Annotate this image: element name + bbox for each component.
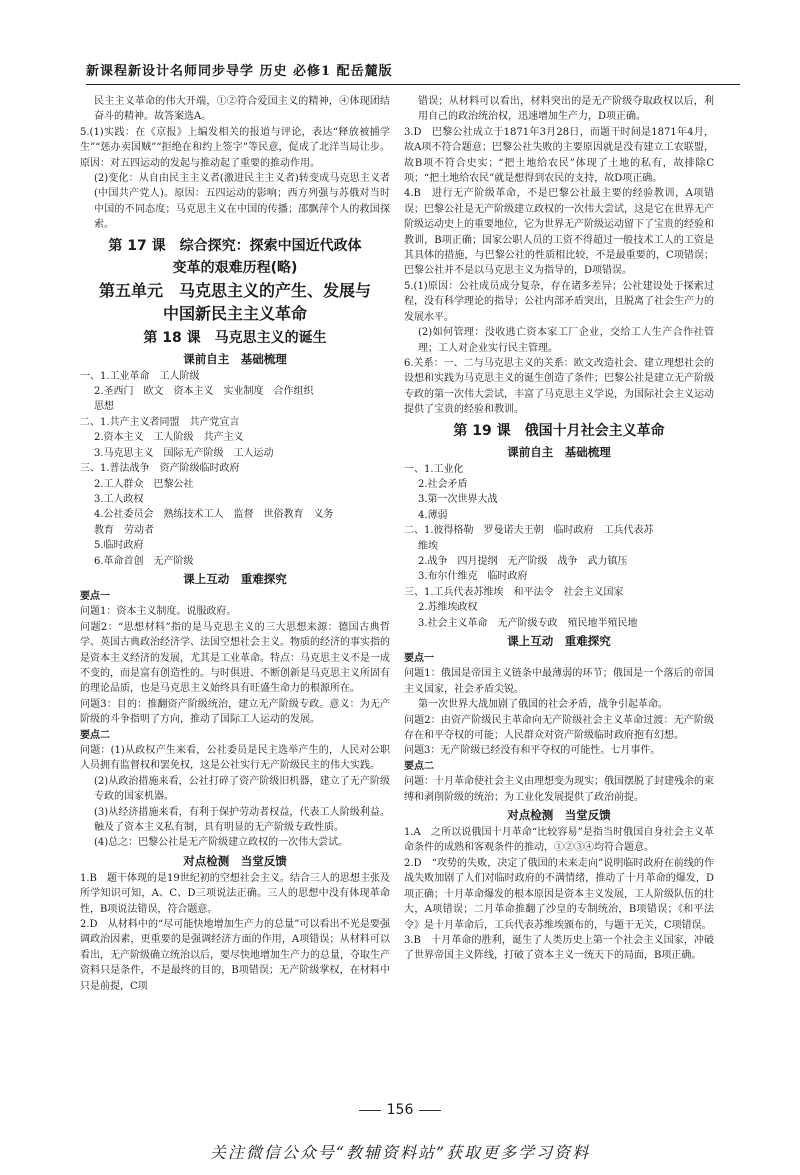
list-item: 3.第一次世界大战 [418,494,498,506]
section-title: 课上互动 重难探究 [183,571,287,586]
section-title: 课前自主 基础梳理 [507,444,611,459]
point-heading: 要点一 [80,590,110,602]
section-title: 课上互动 重难探究 [507,634,611,648]
outline-list [80,369,390,569]
running-header: 新课程新设计名师同步导学 历史 必修1 配岳麓版 [86,64,393,79]
unit-5-title-line: 第五单元 马克思主义的产生、发展与 [98,280,371,300]
list-item: 一、1.工业化 [404,463,464,475]
paragraph: 错误；从材料可以看出，材料突出的是无产阶级夺取政权以后，利用自己的政治统治权，迅速增加生产力，D项正确。 [418,96,714,123]
paragraph: (4)总之：巴黎公社是无产阶级建立政权的一次伟大尝试。 [94,837,349,849]
list-item: 2.圣西门 欧文 资本主义 实业制度 合作组织 [94,386,314,398]
list-item: 一、1.工业革命 工人阶级 [80,370,200,382]
list-item: 二、1.共产主义者同盟 共产党宣言 [80,416,240,428]
paragraph: 民主主义革命的伟大开端，①②符合爱国主义的精神，④体现团结奋斗的精神。故答案选A。 [94,96,390,123]
list-item: 3.马克思主义 国际无产阶级 工人运动 [94,447,274,459]
answer: 3.D 巴黎公社成立于1871年3月28日，而题干时间是1871年4月，故A项不符合题意；巴黎公社失败的主要原因就是没有建立工农联盟，故B项不符合史实；“把土地给农民”体现了土地的私有，故排除C项；“把土地给农民”就是想得到农民的支持，故D项正确。 [404,126,714,185]
answer: 1.B 题干体现的是19世纪初的空想社会主义。结合三人的思想主张及所学知识可知，A、C、D三项说法正确。三人的思想中没有体现革命性，B项说法错误，符合题意。 [80,872,390,915]
page-number-dash [359,1110,381,1111]
paragraph: (3)从经济措施来看，有利于保护劳动者权益，代表工人阶级利益。触及了资本主义私有制，具有明显的无产阶级专政性质。 [94,806,390,834]
page-number-text: 156 [386,1102,414,1118]
paragraph: 问题1：资本主义制度。说服政府。 [80,606,237,618]
outline-list [404,462,714,631]
header-rule [86,84,740,85]
page-number-dash [419,1110,441,1111]
paragraph: 问题：十月革命使社会主义由理想变为现实；俄国摆脱了封建残余的束缚和剥削阶级的统治；为工业化发展提供了政治前提。 [404,776,714,803]
list-item: 三、1.普法战争 资产阶级临时政府 [80,463,240,475]
section-title: 对点检测 当堂反馈 [183,853,287,868]
paragraph: 问题1：俄国是帝国主义链条中最薄弱的环节；俄国是一个落后的帝国主义国家，社会矛盾尖锐。 [404,668,714,695]
point-heading: 要点一 [404,653,434,664]
answer: 1.A 之所以说俄国十月革命“比较容易”是指当时俄国自身社会主义革命条件的成熟和客观条件的推动，①②③④均符合题意。 [404,827,714,854]
paragraph: 第一次世界大战加剧了俄国的社会矛盾，战争引起革命。 [418,699,668,711]
list-item: 4.公社委员会 熟练技术工人 监督 世俗教育 义务 [94,509,334,521]
lesson-19-title: 第 19 课 俄国十月社会主义革命 [453,422,665,439]
list-item: 6.革命首创 无产阶级 [94,555,194,567]
right-column [404,94,714,964]
answer: 6.关系：一、二与马克思主义的关系：欧文改造社会、建立理想社会的设想和实践为马克思主义的诞生创造了条件；巴黎公社是建立无产阶级专政的第一次伟大尝试，丰富了马克思主义学说，为国际社会主义运动提供了宝贵的经验和教训。 [404,357,714,416]
list-item: 3.社会主义革命 无产阶级专政 殖民地半殖民地 [418,617,638,629]
list-item: 2.工人群众 巴黎公社 [94,478,194,490]
unit-5-title-line: 中国新民主主义革命 [162,303,307,323]
lesson-17-title-line: 第 17 课 综合探究：探索中国近代政体 [108,237,362,254]
answer: 4.B 进行无产阶级革命，不是巴黎公社最主要的经验教训，A项错误；巴黎公社是无产阶级建立政权的一次伟大尝试，这是它在世界无产阶级运动史上的重要地位，它为世界无产阶级运动留下了宝贵的经验和教训，B项正确；国家公职人员的工资不得超过一般技术工人的工资是其具体的措施，与巴黎公社的性质相比较，不是最重要的，C项错误；巴黎公社并不是以马克思主义为指导的，D项错误。 [404,188,714,277]
paragraph: 问题2：由资产阶级民主革命向无产阶级社会主义革命过渡：无产阶级存在和平夺权的可能；人民群众对资产阶级临时政府抱有幻想。 [404,714,714,742]
list-item: 维埃 [418,540,438,552]
lesson-18-title: 第 18 课 马克思主义的诞生 [143,329,327,346]
list-item: 2.苏维埃政权 [418,602,478,614]
unit-5-title [80,279,390,325]
paragraph: 问题：(1)从政权产生来看，公社委员是民主选举产生的，人民对公职人员拥有监督权和罢免权，这是公社实行无产阶级民主的伟大实践。 [80,745,390,772]
lesson-17-title [80,235,390,279]
paragraph: (2)从政治措施来看，公社打碎了资产阶级旧机器，建立了无产阶级专政的国家机器。 [94,775,390,803]
list-item: 2.资本主义 工人阶级 共产主义 [94,432,244,444]
list-item: 3.工人政权 [94,493,144,505]
lesson-17-title-line: 变革的艰难历程(略) [172,259,298,276]
section-title: 课前自主 基础梳理 [183,351,287,366]
section-title: 对点检测 当堂反馈 [507,808,611,823]
list-item: 教育 劳动者 [94,524,154,536]
paragraph: (2)变化：从自由民主主义者(激进民主主义者)转变成马克思主义者(中国共产党人)。原因：五四运动的影响；西方列强与苏俄对当时中国的不同态度；马克思主义在中国的传播；邵飘萍个人的救国探索。 [94,173,390,231]
list-item: 2.战争 四月提纲 无产阶级 战争 武力镇压 [418,555,628,567]
list-item: 二、1.彼得格勒 罗曼诺夫王朝 临时政府 工兵代表苏 [404,525,654,537]
answer: 2.D “攻势的失败，决定了俄国的未来走向”说明临时政府在前线的作战失败加剧了人们对临时政府的不满情绪，推动了十月革命的爆发，D项正确；十月革命爆发的根本原因是资本主义发展，工人阶级队伍的壮大，A项错误；二月革命推翻了沙皇的专制统治，B项错误；《和平法令》是十月革命后，工兵代表苏维埃颁布的，与题干无关，C项错误。 [404,857,714,931]
answer: 5.(1)原因：公社成员成分复杂，存在诸多差异；公社建设处于探索过程，没有科学理论的指导；公社内部矛盾突出，且脱离了社会生产力的发展水平。 [404,280,714,323]
list-item: 思想 [94,401,114,413]
answer: (2)如何管理：没收逃亡资本家工厂企业，交给工人生产合作社管理；工人对企业实行民主管理。 [418,327,714,354]
paragraph: 问题2：“思想材料”指的是马克思主义的三大思想来源：德国古典哲学、英国古典政治经济学、法国空想社会主义。物质的经济的事实指的是资本主义经济的发展，尤其是工业革命。特点：马克思主义不是一成不变的，而是富有创造性的。与时俱进、不断创新是马克思主义所固有的理论品质，也是马克思主义始终具有旺盛生命力的根源所在。 [80,621,390,695]
page-number [350,1102,450,1118]
list-item: 三、1.工兵代表苏维埃 和平法令 社会主义国家 [404,586,624,598]
list-item: 3.布尔什维克 临时政府 [418,571,528,583]
paragraph: 5.(1)实践：在《京报》上编发相关的报道与评论，表达“释放被捕学生”“惩办卖国贼”“拒绝在和约上签字”等民意，促成了北洋当局让步。原因：对五四运动的发起与推动起了重要的推动作用。 [80,126,390,169]
list-item: 2.社会矛盾 [418,478,468,490]
point-heading: 要点二 [404,760,434,772]
left-column [80,94,390,994]
paragraph: 问题3：无产阶级已经没有和平夺权的可能性。七月事件。 [404,745,661,757]
point-heading: 要点二 [80,729,110,741]
paragraph: 问题3：目的：推翻资产阶级统治，建立无产阶级专政。意义：为无产阶级的斗争指明了方向，推动了国际工人运动的发展。 [80,698,390,726]
list-item: 5.临时政府 [94,540,144,552]
answer: 3.B 十月革命的胜利，诞生了人类历史上第一个社会主义国家，冲破了世界帝国主义阵线，打破了资本主义一统天下的局面，B项正确。 [404,934,714,962]
footer-note: 关注微信公众号“教辅资料站”获取更多学习资料 [209,1143,591,1162]
list-item: 4.薄弱 [418,509,448,521]
answer: 2.D 从材料中的“尽可能快地增加生产力的总量”可以看出不光是要强调政治因素，更重要的是强调经济方面的作用，A项错误；从材料可以看出，无产阶级确立统治以后，要尽快地增加生产力的总量，夺取生产资料只是条件，不是最终的目的，B项错误；无产阶级掌权，在材料中只是前提，C项 [80,919,390,992]
